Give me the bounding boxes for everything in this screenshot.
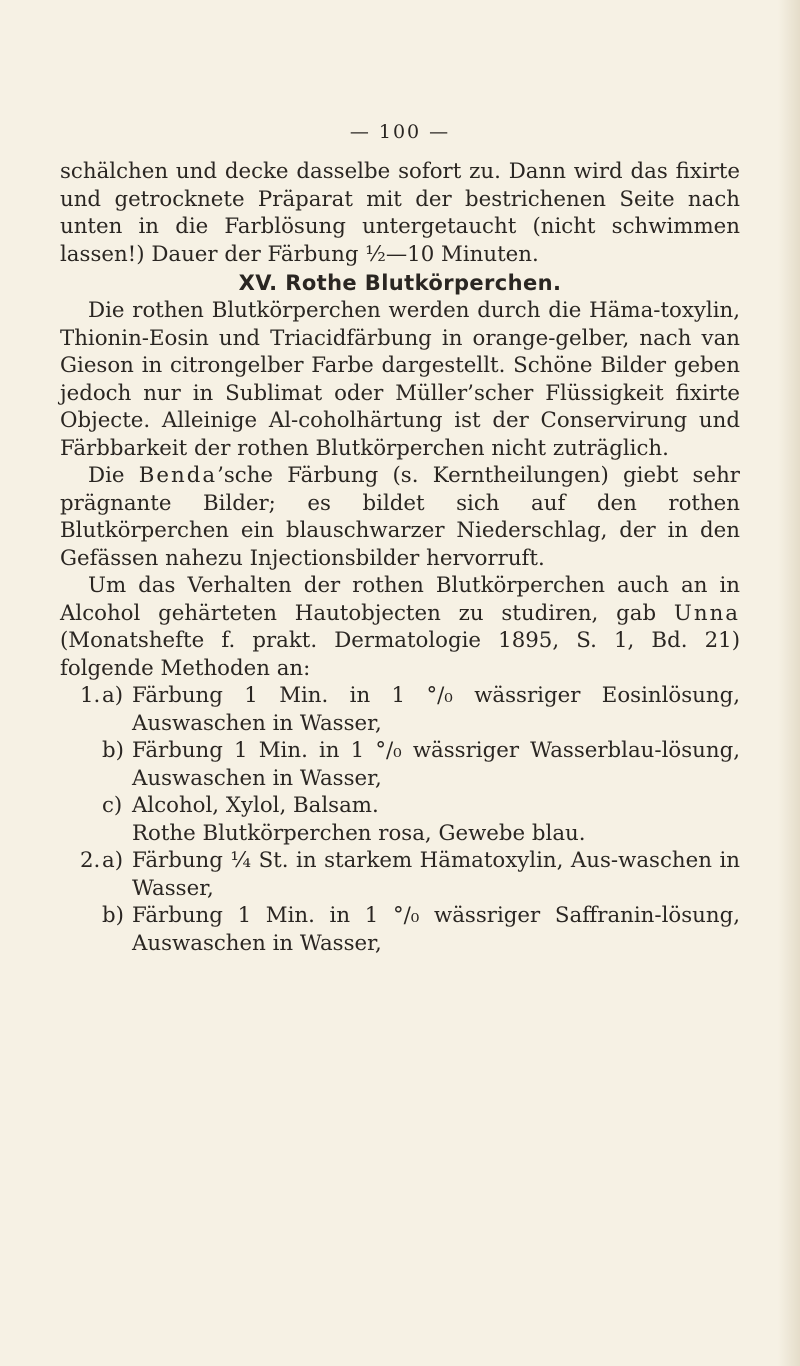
book-page — [60, 118, 740, 957]
list-text-1-result: Rothe Blutkörperchen rosa, Gewebe blau. — [132, 820, 586, 846]
list-item-1a — [60, 682, 740, 737]
paragraph-continuation: schälchen und decke dasselbe sofort zu. Dann wird das fixirte und getrocknete Präparat mit der bestrichenen Seite nach unten in die Farblösung untergetaucht (nicht schwimmen lassen!) Dauer der Färbung ½—10 Minuten. — [60, 159, 740, 267]
paragraph-unna-intro: Um das Verhalten der rothen Blutkörperchen auch an in Alcohol gehärteten Hautobjecten zu studiren, gab — [60, 573, 740, 626]
list-marker-1a: a) — [102, 683, 124, 708]
paragraph-unna-citation: (Monatshefte f. prakt. Dermatologie 1895, S. 1, Bd. 21) folgende Methoden an: — [60, 628, 740, 681]
author-name-benda: Benda — [138, 463, 218, 488]
page-edge-shadow — [778, 0, 800, 1366]
paragraph-unna — [60, 572, 740, 682]
list-item-2b — [60, 902, 740, 957]
paragraph-benda — [60, 462, 740, 572]
list-text-2b: Färbung 1 Min. in 1 °/₀ wässriger Saffranin-lösung, Auswaschen in Wasser, — [132, 903, 740, 956]
paragraph-benda-start: Die — [88, 463, 125, 488]
list-marker-2b: b) — [102, 903, 124, 928]
list-item-1b — [60, 737, 740, 792]
paragraph-benda-text: ’sche Färbung (s. Kerntheilungen) giebt sehr prägnante Bilder; es bildet sich auf den rothen Blutkörperchen ein blauschwarzer Niederschlag, der in den Gefässen nahezu Injectionsbilder hervorruft. — [60, 463, 740, 571]
list-number-1: 1. — [80, 683, 101, 708]
list-text-1c: Alcohol, Xylol, Balsam. — [132, 793, 379, 818]
list-item-2a — [60, 847, 740, 902]
list-item-1-result — [60, 820, 740, 848]
list-marker-1b: b) — [102, 738, 124, 763]
author-name-unna: Unna — [673, 600, 740, 626]
list-item-1c — [60, 792, 740, 820]
list-text-1a: Färbung 1 Min. in 1 °/₀ wässriger Eosinlösung, Auswaschen in Wasser, — [132, 683, 740, 736]
list-marker-1c: c) — [102, 793, 123, 818]
list-marker-2a: a) — [102, 848, 124, 873]
section-heading: XV. Rothe Blutkörperchen. — [238, 271, 562, 295]
paragraph-staining-methods: Die rothen Blutkörperchen werden durch die Häma-toxylin, Thionin-Eosin und Triacidfärbung in orange-gelber, nach van Gieson in citrongelber Farbe dargestellt. Schöne Bilder geben jedoch nur in Sublimat oder Müller’scher Flüssigkeit fixirte Objecte. Alleinige Al-coholhärtung ist der Conservirung und Färbbarkeit der rothen Blutkörperchen nicht zuträglich. — [60, 298, 740, 461]
page-number: — 100 — — [349, 121, 451, 143]
list-number-2: 2. — [80, 848, 101, 873]
list-text-2a: Färbung ¼ St. in starkem Hämatoxylin, Aus-waschen in Wasser, — [132, 848, 740, 901]
list-text-1b: Färbung 1 Min. in 1 °/₀ wässriger Wasserblau-lösung, Auswaschen in Wasser, — [132, 738, 740, 791]
